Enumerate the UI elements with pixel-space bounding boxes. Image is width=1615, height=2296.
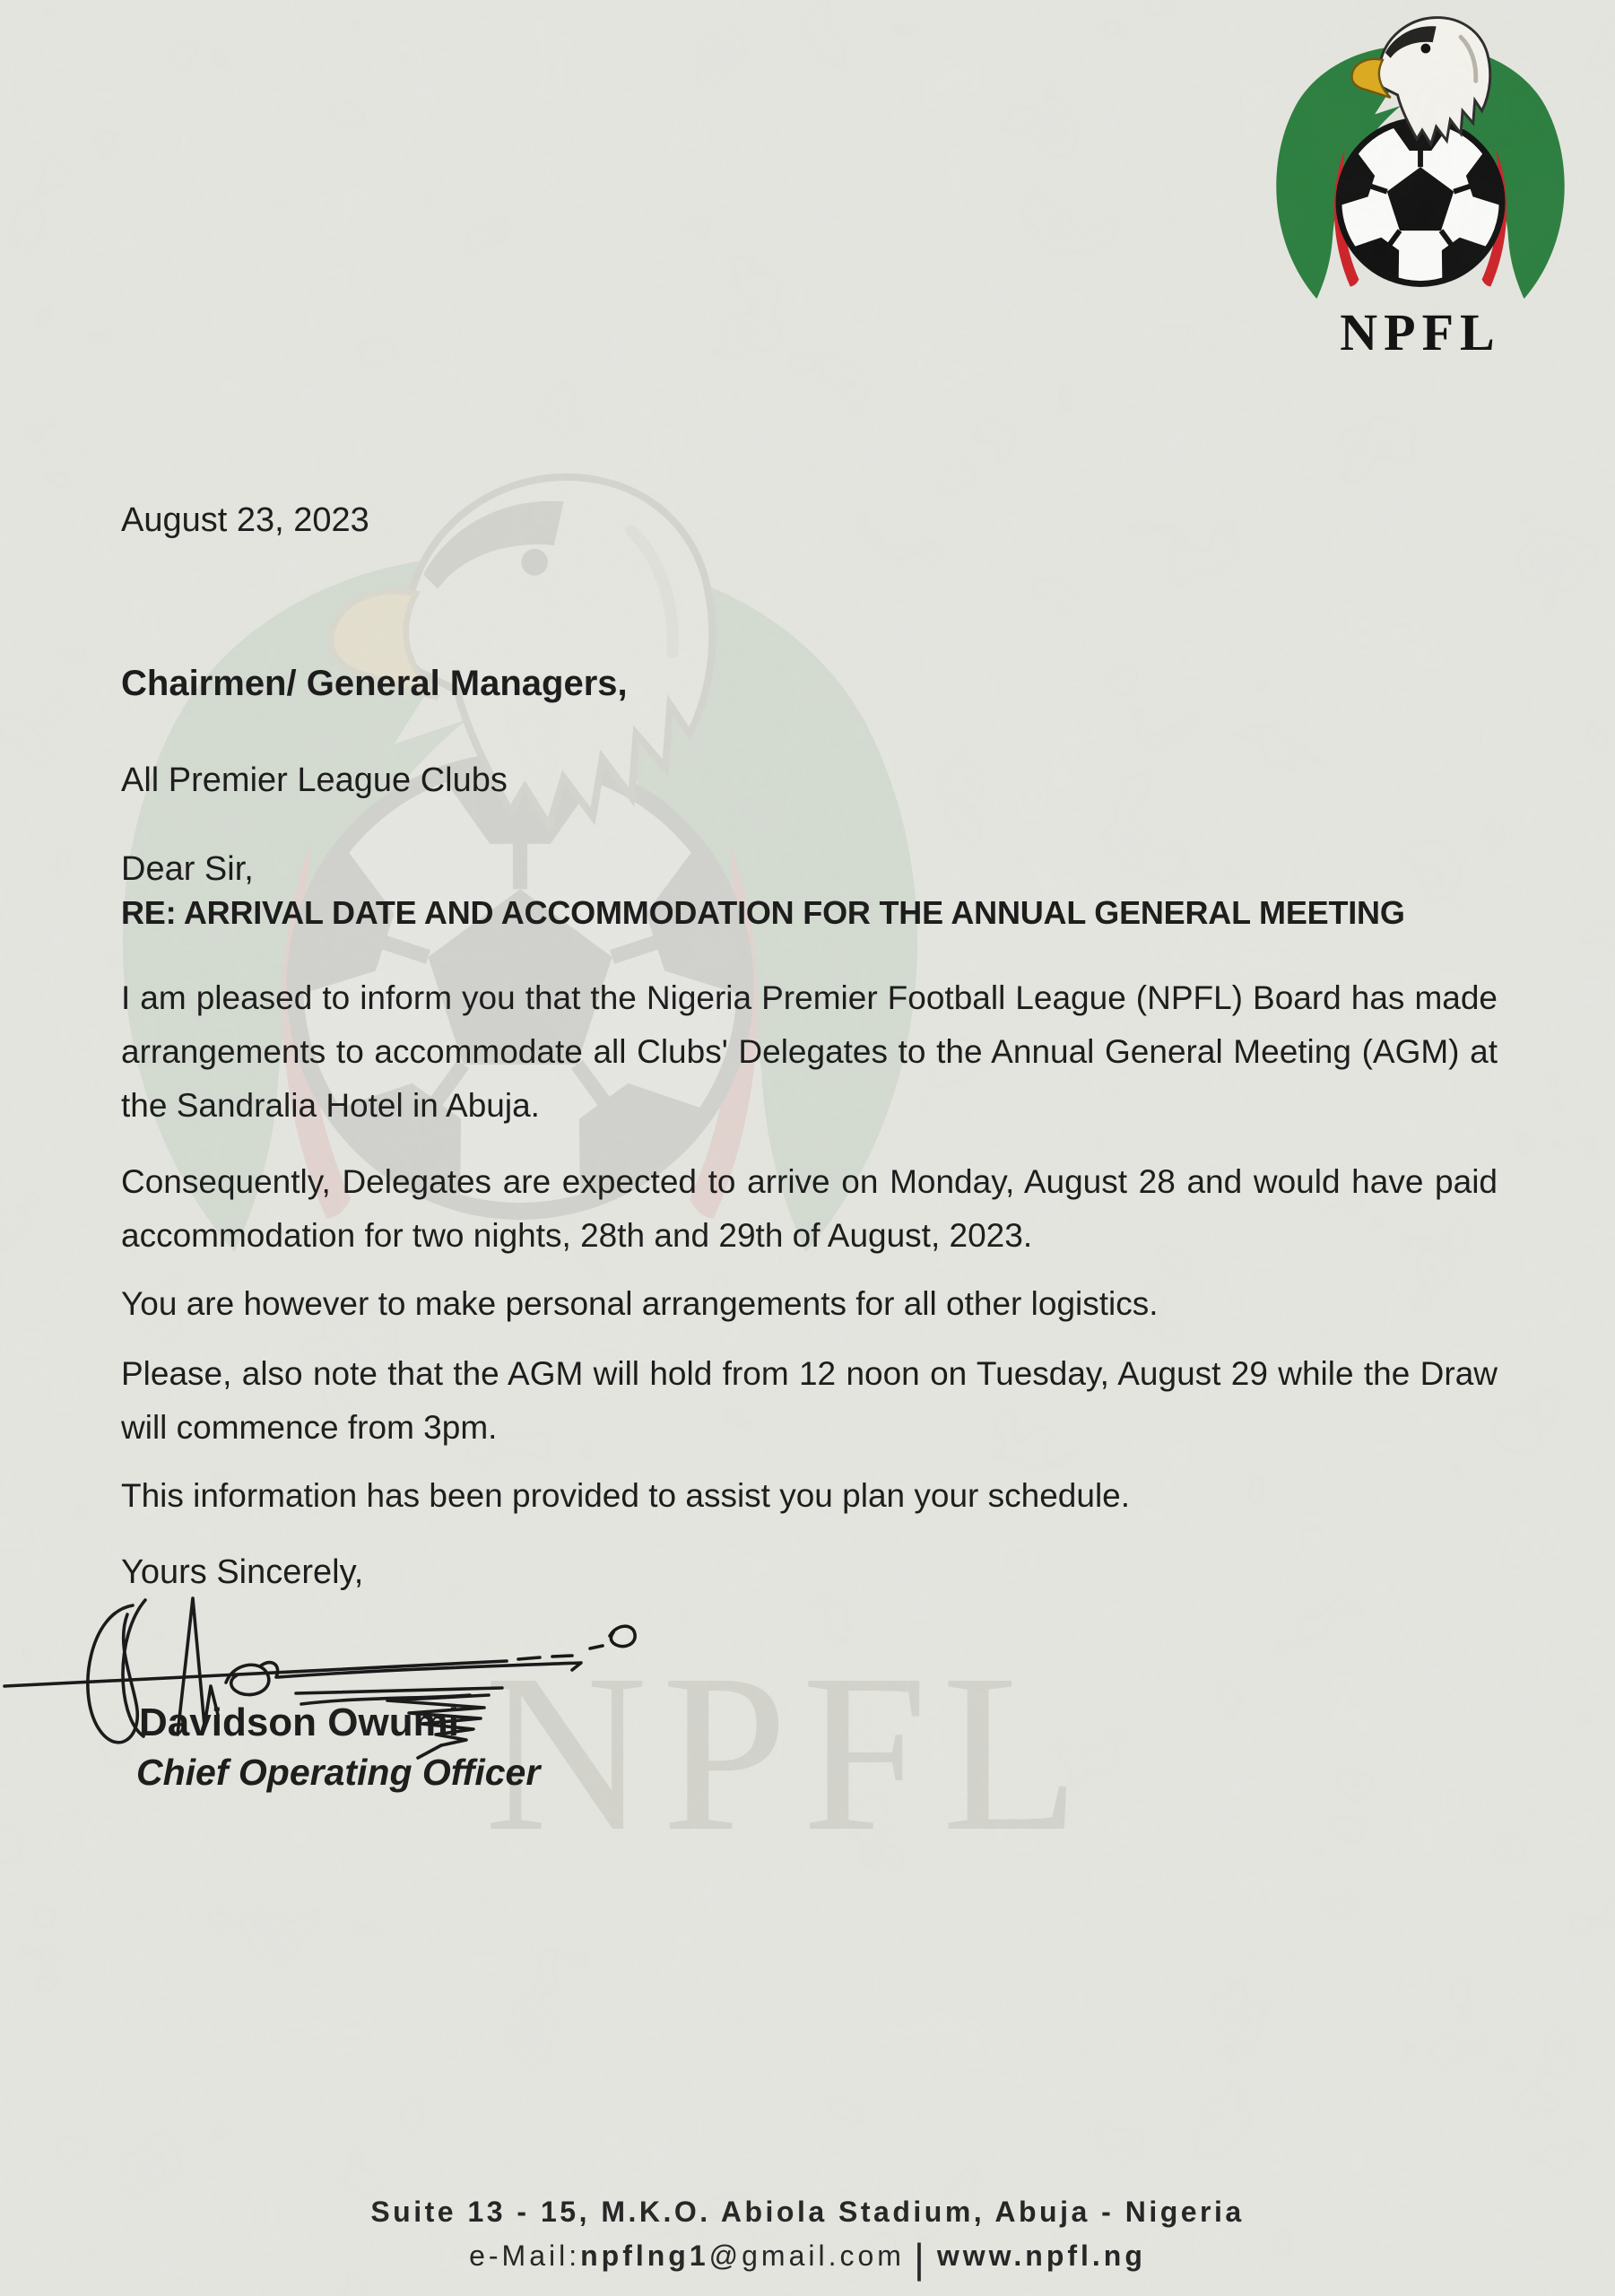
footer-email-label: e-Mail:: [469, 2239, 581, 2272]
letter-footer: [0, 2196, 1615, 2283]
signatory-name: Davidson Owumi: [139, 1700, 459, 1744]
footer-email-user: npflng1: [580, 2239, 709, 2272]
letter-date: August 23, 2023: [121, 501, 369, 539]
npfl-crest-icon: [1245, 7, 1596, 306]
paragraph-1: I am pleased to inform you that the Nigeria Premier Football League (NPFL) Board has made arrangements to accommodate all Clubs' Delegates to the Annual General Meeting (AGM) at the Sandralia Hotel in Abuja.: [121, 979, 1498, 1124]
footer-email-domain: @gmail.com: [708, 2239, 905, 2272]
npfl-logo: [1245, 7, 1596, 362]
signatory-title: Chief Operating Officer: [136, 1752, 541, 1793]
recipient-line-2: All Premier League Clubs: [121, 761, 508, 799]
background-text-watermark: NPFL: [484, 1627, 1095, 1878]
paragraph-5: This information has been provided to assist you plan your schedule.: [121, 1477, 1131, 1514]
npfl-logo-text: NPFL: [1340, 303, 1501, 361]
footer-contacts: [0, 2234, 1615, 2283]
footer-separator: |: [913, 2235, 928, 2282]
subject-line: RE: ARRIVAL DATE AND ACCOMMODATION FOR THE ANNUAL GENERAL MEETING: [121, 894, 1405, 931]
paragraph-2: Consequently, Delegates are expected to arrive on Monday, August 28 and would have paid accommodation for two nights, 28th and 29th of August, 2023.: [121, 1163, 1498, 1254]
recipient-line-1: Chairmen/ General Managers,: [121, 664, 628, 703]
footer-website: www.npfl.ng: [936, 2239, 1146, 2272]
paragraph-4: Please, also note that the AGM will hold from 12 noon on Tuesday, August 29 while the Draw will commence from 3pm.: [121, 1355, 1498, 1446]
footer-address: Suite 13 - 15, M.K.O. Abiola Stadium, Abuja - Nigeria: [370, 2196, 1245, 2228]
salutation: Dear Sir,: [121, 850, 254, 888]
closing-line: Yours Sincerely,: [121, 1553, 364, 1591]
paragraph-3: You are however to make personal arrangements for all other logistics.: [121, 1285, 1159, 1322]
